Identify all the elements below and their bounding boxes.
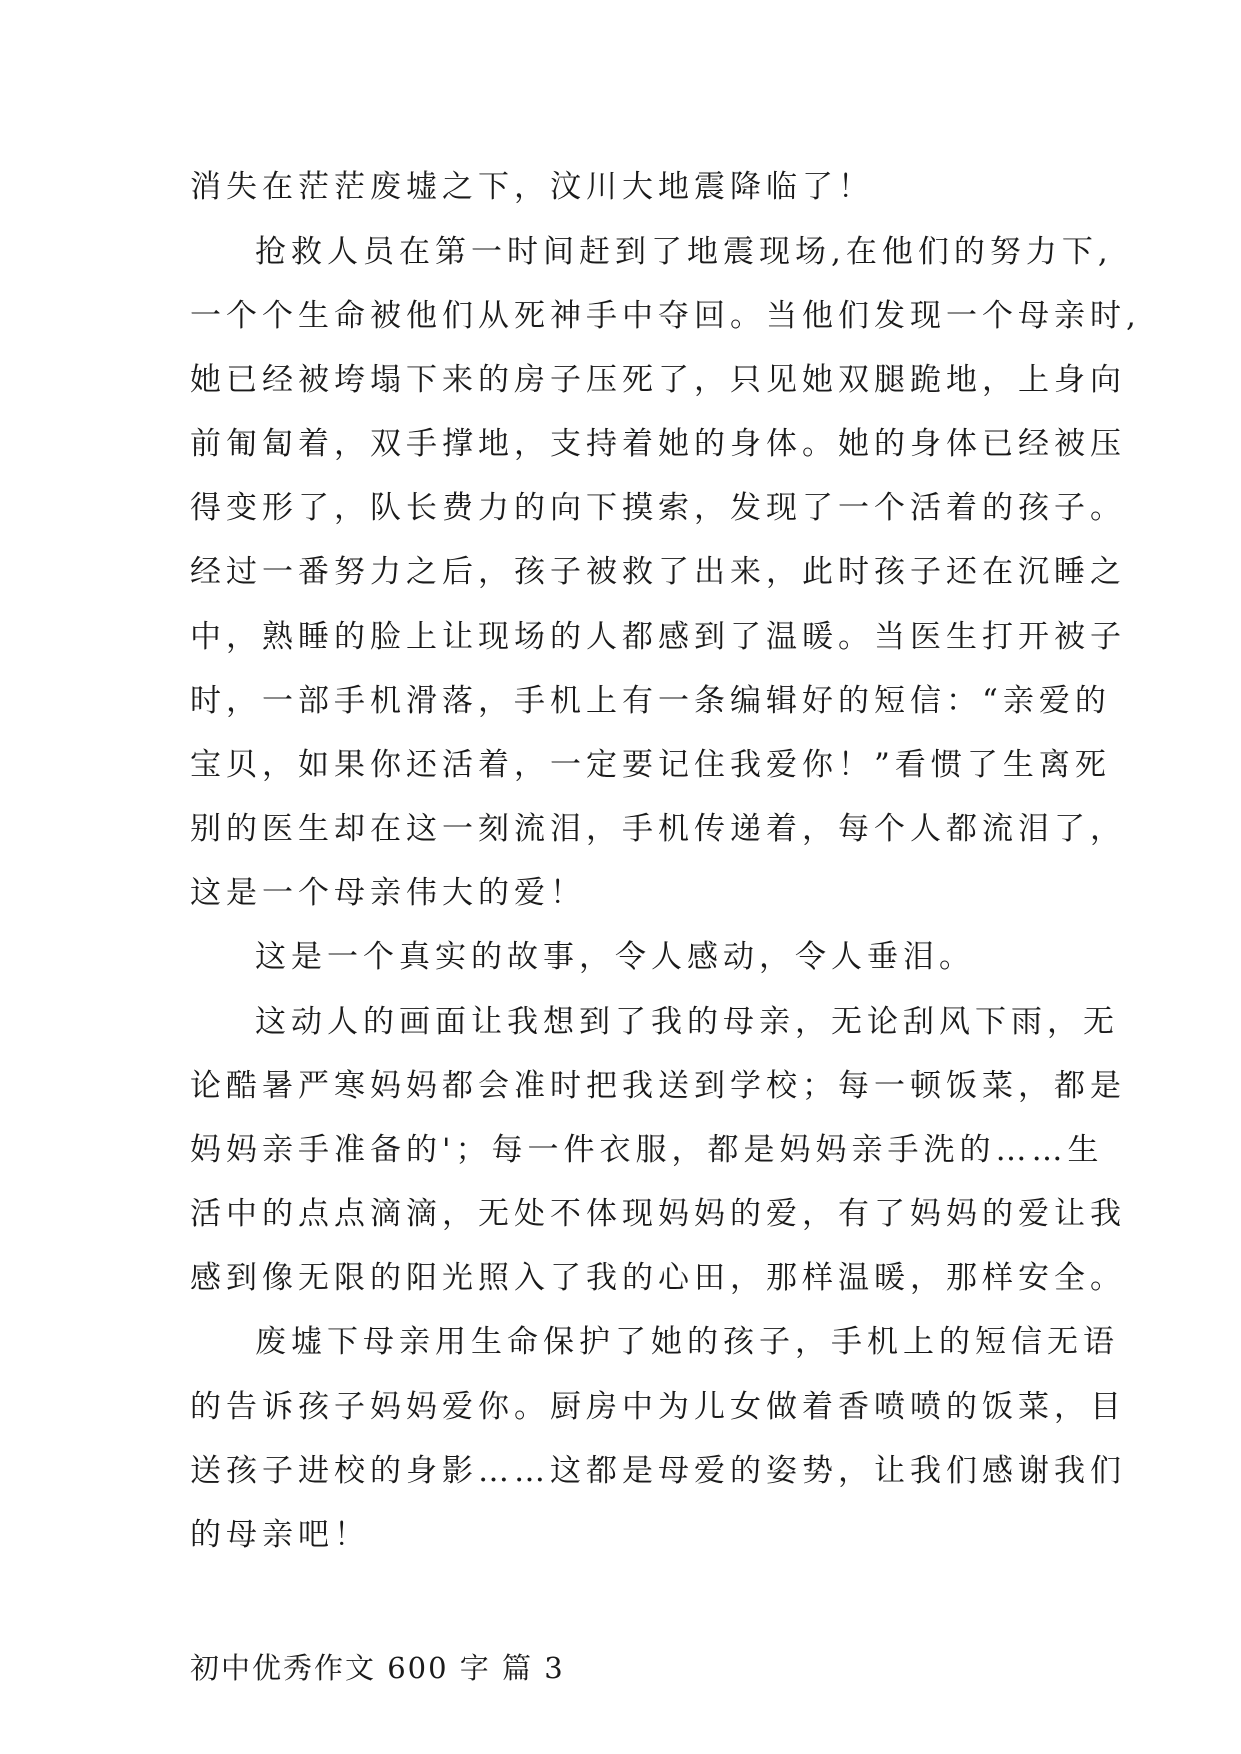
text-line: 中，熟睡的脸上让现场的人都感到了温暖。当医生打开被子 bbox=[190, 619, 1126, 655]
text-line: 宝贝，如果你还活着，一定要记住我爱你！”看惯了生离死 bbox=[190, 747, 1111, 783]
text-line: 经过一番努力之后，孩子被救了出来，此时孩子还在沉睡之 bbox=[190, 554, 1126, 590]
text-line: 前匍匐着，双手撑地，支持着她的身体。她的身体已经被压 bbox=[190, 426, 1126, 462]
text-line: 废墟下母亲用生命保护了她的孩子，手机上的短信无语 bbox=[255, 1324, 1119, 1360]
text-line: 别的医生却在这一刻流泪，手机传递着，每个人都流泪了， bbox=[190, 811, 1126, 847]
text-line: 感到像无限的阳光照入了我的心田，那样温暖，那样安全。 bbox=[190, 1260, 1126, 1296]
text-line: 得变形了，队长费力的向下摸索，发现了一个活着的孩子。 bbox=[190, 490, 1126, 526]
text-line: 这是一个真实的故事，令人感动，令人垂泪。 bbox=[255, 939, 975, 975]
text-line: 这是一个母亲伟大的爱！ bbox=[190, 875, 586, 911]
text-line: 消失在茫茫废墟之下，汶川大地震降临了！ bbox=[190, 169, 874, 205]
text-line: 的母亲吧！ bbox=[190, 1517, 370, 1553]
text-line: 论酷暑严寒妈妈都会准时把我送到学校；每一顿饭菜，都是 bbox=[190, 1068, 1126, 1104]
text-line: 时，一部手机滑落，手机上有一条编辑好的短信：“亲爱的 bbox=[190, 683, 1111, 719]
text-line: 妈妈亲手准备的'；每一件衣服，都是妈妈亲手洗的……生 bbox=[190, 1132, 1104, 1168]
text-line: 抢救人员在第一时间赶到了地震现场,在他们的努力下, bbox=[255, 234, 1113, 270]
text-line: 活中的点点滴滴，无处不体现妈妈的爱，有了妈妈的爱让我 bbox=[190, 1196, 1126, 1232]
text-line: 的告诉孩子妈妈爱你。厨房中为儿女做着香喷喷的饭菜，目 bbox=[190, 1389, 1126, 1425]
text-line: 送孩子进校的身影……这都是母爱的姿势，让我们感谢我们 bbox=[190, 1453, 1126, 1489]
text-line: 一个个生命被他们从死神手中夺回。当他们发现一个母亲时, bbox=[190, 298, 1141, 334]
text-line: 这动人的画面让我想到了我的母亲，无论刮风下雨，无 bbox=[255, 1004, 1119, 1040]
section-heading: 初中优秀作文 600 字 篇 3 bbox=[190, 1651, 565, 1685]
text-line: 她已经被垮塌下来的房子压死了，只见她双腿跪地，上身向 bbox=[190, 362, 1126, 398]
